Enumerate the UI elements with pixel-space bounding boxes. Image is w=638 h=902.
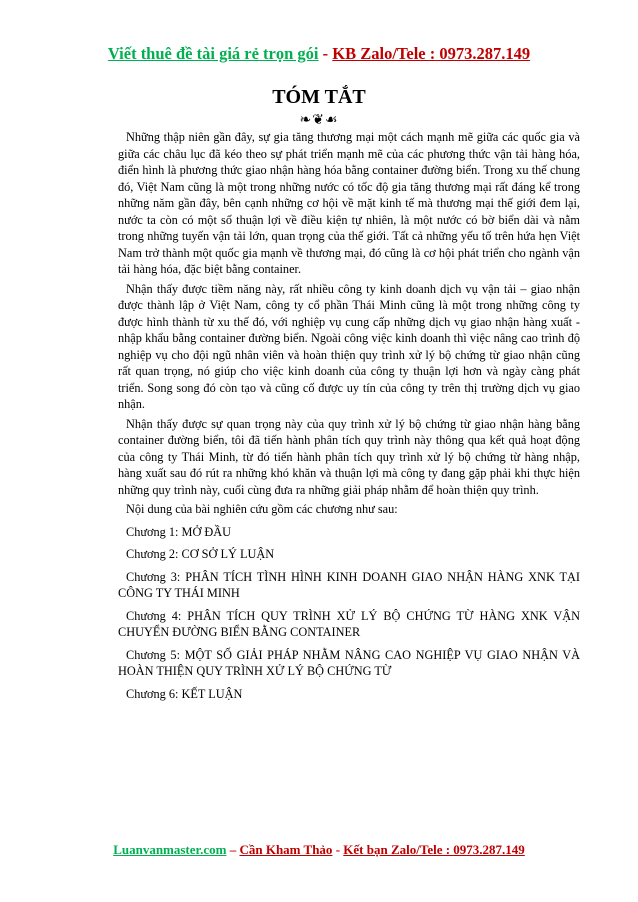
page-header xyxy=(0,44,638,64)
toc-chapter-3: Chương 3: PHÂN TÍCH TÌNH HÌNH KINH DOANH GIAO NHẬN HÀNG XNK TẠI CÔNG TY THÁI MINH xyxy=(118,569,580,600)
toc-chapter-6: Chương 6: KẾT LUẬN xyxy=(126,686,243,701)
footer-dash: – xyxy=(226,842,240,857)
body-paragraph-3: Nhận thấy được sự quan trọng này của quy trình xử lý bộ chứng từ giao nhận hàng bằng container đường biển, tôi đã tiến hành phân tích quy trình này thông qua kết quả hoạt động của công ty Thái Minh, từ đó tiến hành phân tích quy trình xử lý bộ chứng từ hàng nhập, hàng xuất sau đó rút ra những khó khăn và thuận lợi mà công ty đang gặp phải khi thực hiện những quy trình này, cuối cùng đưa ra những giải pháp nhằm để hoàn thiện quy trình. xyxy=(118,416,580,497)
footer-separator: - xyxy=(332,842,344,857)
body-paragraph-2: Nhận thấy được tiềm năng này, rất nhiều công ty kinh doanh dịch vụ vận tải – giao nhận được thành lập ở Việt Nam, công ty cổ phần Thái Minh cũng là một trong những công ty được hình thành từ xu thế đó, với nghiệp vụ cung cấp những dịch vụ giao nhận hàng xuất - nhập khẩu bằng container đường biển. Ngoài công việc kinh doanh thì việc nâng cao trình độ nghiệp vụ cho đội ngũ nhân viên và hoàn thiện quy trình xử lý bộ chứng từ giao nhận cũng rất quan trọng, nó giúp cho việc kinh doanh của công ty thuận lợi hơn và ngày càng phát triển. Song song đó còn tạo và cũng cố được uy tín của công ty trên thị trường dịch vụ giao nhận. xyxy=(118,281,580,411)
toc-chapter-2: Chương 2: CƠ SỞ LÝ LUẬN xyxy=(126,547,275,561)
body-paragraph-1: Những thập niên gần đây, sự gia tăng thương mại một cách mạnh mẽ giữa các quốc gia và giữa các châu lục đã kéo theo sự phát triển mạnh mẽ của các phương thức vận tải hàng hóa, điển hình là phương thức giao nhận hàng hóa bằng container đường biển. Trong xu thế chung đó, Việt Nam cũng là một trong những nước có tốc độ gia tăng thương mại rất đáng kể trong những năm gần đây, bên cạnh những cơ hội về mặt kinh tế mà thương mại thế giới đem lại, nước ta còn có một số thuận lợi về điều kiện tự nhiên, là một nước có bờ biển dài và nằm trong những tuyến vận tải lớn, quan trọng của thế giới. Tất cả những yếu tố trên hứa hẹn Việt Nam trở thành một quốc gia mạnh về thương mại, đó cũng là cơ hội phát triển cho ngành vận tải hàng hóa, đặc biệt bằng container. xyxy=(118,130,580,276)
header-contact-link[interactable]: KB Zalo/Tele : 0973.287.149 xyxy=(332,44,531,63)
toc-intro: Nội dung của bài nghiên cứu gồm các chương như sau: xyxy=(126,502,398,516)
footer-contact-link[interactable]: Kết bạn Zalo/Tele : 0973.287.149 xyxy=(343,842,525,857)
ornament-divider-icon: ❧❦☙ xyxy=(299,113,339,128)
document-body xyxy=(118,129,580,708)
page-footer xyxy=(0,842,638,858)
toc-chapter-1: Chương 1: MỞ ĐẦU xyxy=(126,524,232,539)
toc-chapter-5: Chương 5: MỘT SỐ GIẢI PHÁP NHẰM NÂNG CAO NGHIỆP VỤ GIAO NHẬN VÀ HOÀN THIỆN QUY TRÌNH XỬ LÝ BỘ CHỨNG TỪ xyxy=(118,647,580,678)
footer-name-link[interactable]: Cần Kham Thảo xyxy=(239,842,333,857)
page-title: TÓM TẮT xyxy=(272,86,366,108)
header-service-link[interactable]: Viết thuê đề tài giá rẻ trọn gói xyxy=(107,44,319,63)
header-separator: - xyxy=(318,44,333,63)
footer-site-link[interactable]: Luanvanmaster.com xyxy=(113,842,227,857)
toc-chapter-4: Chương 4: PHÂN TÍCH QUY TRÌNH XỬ LÝ BỘ CHỨNG TỪ HÀNG XNK VẬN CHUYỂN ĐƯỜNG BIỂN BẰNG CONTAINER xyxy=(118,608,580,639)
